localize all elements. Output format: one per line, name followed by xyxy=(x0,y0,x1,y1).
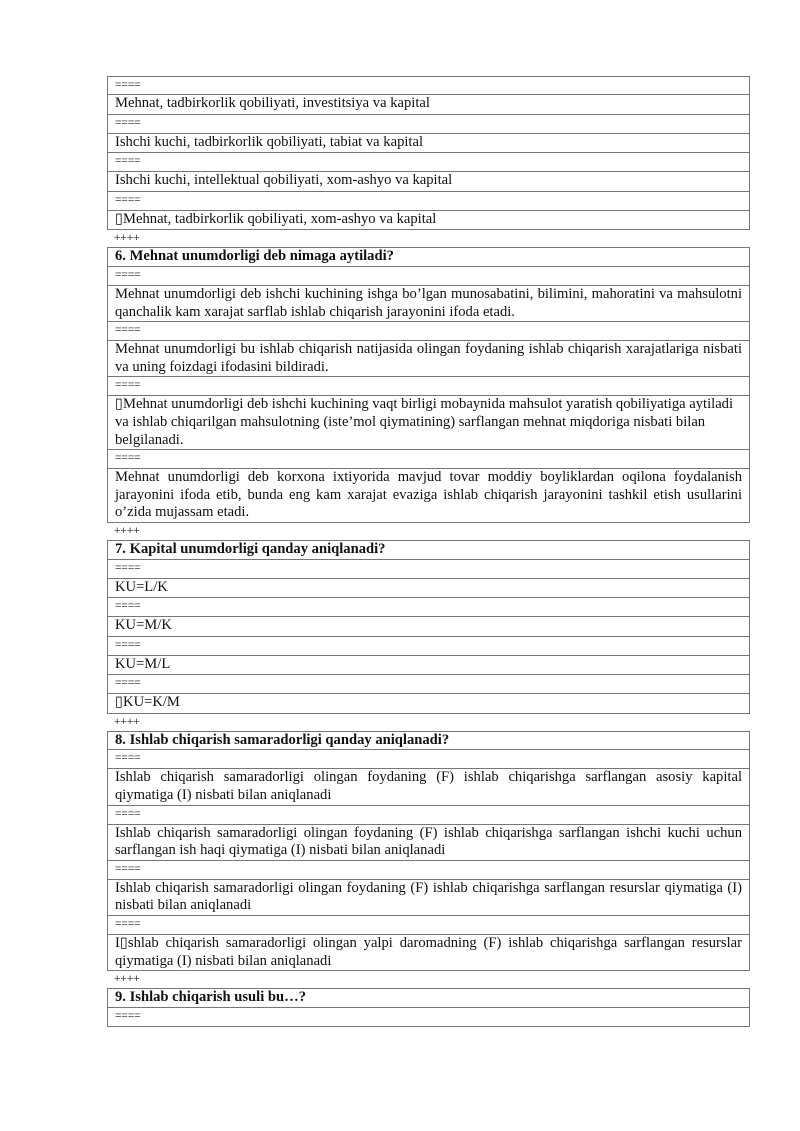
answer-option-marked: ▯KU=K/M xyxy=(107,694,750,714)
answer-option: Ishlab chiqarish samaradorligi olingan foydaning (F) ishlab chiqarishga sarflangan asosiy kapital qiymatiga (I) nisbati bilan aniqlanadi xyxy=(107,769,750,805)
question-separator: ++++ xyxy=(114,524,140,537)
question-separator: ++++ xyxy=(114,232,140,245)
answer-option: Mehnat unumdorligi deb ishchi kuchining ishga bo’lgan munosabatini, bilimini, mahoratini va mahsulotni qanchalik kam xarajat sarflab ishlab chiqarish jarayonini ifoda etadi. xyxy=(107,286,750,322)
option-separator: ==== xyxy=(107,861,750,880)
answer-option: Ishlab chiqarish samaradorligi olingan foydaning (F) ishlab chiqarishga sarflangan ishchi kuchi uchun sarflangan ish haqi qiymatiga (I) nisbati bilan aniqlanadi xyxy=(107,825,750,861)
answer-option: Ishlab chiqarish samaradorligi olingan foydaning (F) ishlab chiqarishga sarflangan resurslar qiymatiga (I) nisbati bilan aniqlanadi xyxy=(107,880,750,916)
option-separator: ==== xyxy=(107,377,750,396)
answer-option: Ishchi kuchi, intellektual qobiliyati, xom-ashyo va kapital xyxy=(107,172,750,192)
answer-option: Mehnat, tadbirkorlik qobiliyati, investitsiya va kapital xyxy=(107,95,750,115)
option-separator: ==== xyxy=(107,192,750,211)
option-separator: ==== xyxy=(107,675,750,694)
option-separator: ==== xyxy=(107,115,750,134)
answer-option: KU=M/K xyxy=(107,617,750,637)
answer-option: Mehnat unumdorligi deb korxona ixtiyorida mavjud tovar moddiy boyliklardan oqilona foydalanish jarayonini ifoda etib, bunda eng kam xarajat evaziga ishlab chiqarish jarayonini tashkil etish usullarini o’zida mujassam etadi. xyxy=(107,469,750,523)
test-document xyxy=(107,76,750,1027)
option-separator: ==== xyxy=(107,750,750,769)
option-separator: ==== xyxy=(107,322,750,341)
answer-option: KU=L/K xyxy=(107,579,750,599)
question-title: 7. Kapital unumdorligi qanday aniqlanadi? xyxy=(107,540,750,560)
option-separator: ==== xyxy=(107,598,750,617)
option-separator: ==== xyxy=(107,450,750,469)
answer-option-marked: I▯shlab chiqarish samaradorligi olingan yalpi daromadning (F) ishlab chiqarishga sarflangan resurslar qiymatiga (I) nisbati bilan aniqlanadi xyxy=(107,935,750,971)
answer-option: KU=M/L xyxy=(107,656,750,676)
answer-option-marked: ▯Mehnat, tadbirkorlik qobiliyati, xom-ashyo va kapital xyxy=(107,211,750,231)
option-separator: ==== xyxy=(107,916,750,935)
answer-option: Ishchi kuchi, tadbirkorlik qobiliyati, tabiat va kapital xyxy=(107,134,750,154)
option-separator: ==== xyxy=(107,806,750,825)
question-title: 6. Mehnat unumdorligi deb nimaga aytiladi? xyxy=(107,247,750,267)
question-title: 8. Ishlab chiqarish samaradorligi qanday aniqlanadi? xyxy=(107,731,750,751)
option-separator: ==== xyxy=(107,560,750,579)
question-separator: ++++ xyxy=(114,715,140,728)
question-separator: ++++ xyxy=(114,973,140,986)
option-separator: ==== xyxy=(107,267,750,286)
option-separator: ==== xyxy=(107,153,750,172)
option-separator: ==== xyxy=(107,1008,750,1027)
answer-option-marked: ▯Mehnat unumdorligi deb ishchi kuchining vaqt birligi mobaynida mahsulot yaratish qobiliyatiga aytiladi va ishlab chiqarilgan mahsulotning (iste’mol qiymatining) sarflangan mehnat miqdoriga nisbati bilan belgilanadi. xyxy=(107,396,750,450)
option-separator: ==== xyxy=(107,76,750,95)
question-title: 9. Ishlab chiqarish usuli bu…? xyxy=(107,988,750,1008)
option-separator: ==== xyxy=(107,637,750,656)
answer-option: Mehnat unumdorligi bu ishlab chiqarish natijasida olingan foydaning ishlab chiqarish xarajatlariga nisbati va uning foizdagi ifodasini bildiradi. xyxy=(107,341,750,377)
